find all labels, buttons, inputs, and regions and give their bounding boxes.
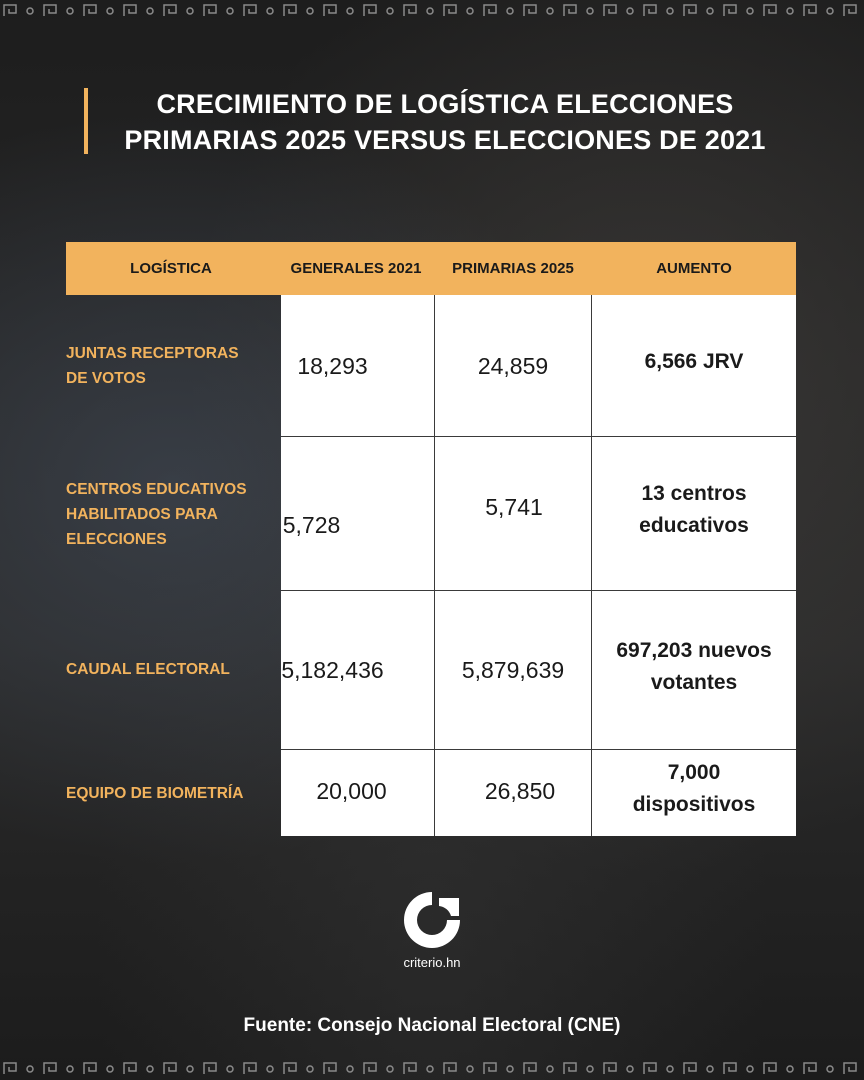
data-grid xyxy=(281,295,796,836)
header-generales-2021: GENERALES 2021 xyxy=(290,260,422,277)
aumento-line: 7,000 xyxy=(667,761,721,784)
title-line-2: PRIMARIAS 2025 VERSUS ELECCIONES DE 2021 xyxy=(124,125,766,155)
row-label-line: DE VOTOS xyxy=(66,370,146,387)
value-primarias-2025: 5,741 xyxy=(485,493,543,520)
row-label-line: JUNTAS RECEPTORAS xyxy=(66,345,239,362)
header-primarias-2025: PRIMARIAS 2025 xyxy=(452,260,574,277)
aumento-line: dispositivos xyxy=(632,793,756,816)
aumento-line: 13 centros xyxy=(641,482,747,505)
aumento-line: votantes xyxy=(650,670,738,694)
aumento-line: 6,566 JRV xyxy=(644,350,744,373)
aumento-line: 697,203 nuevos xyxy=(616,638,772,662)
row-label-line: HABILITADOS PARA xyxy=(66,505,218,523)
value-primarias-2025: 26,850 xyxy=(484,777,556,804)
criterio-logo-icon xyxy=(395,888,469,952)
row-label-line: ELECCIONES xyxy=(66,530,167,548)
value-primarias-2025: 24,859 xyxy=(477,352,549,379)
value-aumento xyxy=(592,746,796,832)
value-aumento xyxy=(592,587,796,746)
value-aumento xyxy=(592,291,796,433)
header-aumento: AUMENTO xyxy=(656,260,732,277)
row-label xyxy=(66,657,276,682)
value-generales-2021: 20,000 xyxy=(316,777,387,804)
title-line-1: CRECIMIENTO DE LOGÍSTICA ELECCIONES xyxy=(156,89,734,119)
brand-name: criterio.hn xyxy=(403,955,461,970)
value-generales-2021: 5,182,436 xyxy=(281,657,384,683)
row-label xyxy=(66,781,276,806)
value-generales-2021: 18,293 xyxy=(297,352,368,379)
row-label-line: CAUDAL ELECTORAL xyxy=(66,660,230,678)
title-block xyxy=(0,86,864,158)
bottom-decorative-border xyxy=(0,1058,864,1080)
row-label-line: CENTROS EDUCATIVOS xyxy=(66,480,247,498)
table-header xyxy=(66,242,796,295)
row-label xyxy=(66,341,276,391)
header-logistica: LOGÍSTICA xyxy=(130,260,212,277)
aumento-line: educativos xyxy=(639,514,749,537)
top-decorative-border xyxy=(0,0,864,22)
title-accent-bar xyxy=(84,88,88,154)
page-title xyxy=(100,86,790,158)
value-primarias-2025: 5,879,639 xyxy=(461,657,565,683)
row-label-line: EQUIPO DE BIOMETRÍA xyxy=(66,784,244,802)
source-note: Fuente: Consejo Nacional Electoral (CNE) xyxy=(243,1015,621,1036)
value-aumento xyxy=(592,433,796,587)
value-generales-2021: 5,728 xyxy=(282,511,341,538)
